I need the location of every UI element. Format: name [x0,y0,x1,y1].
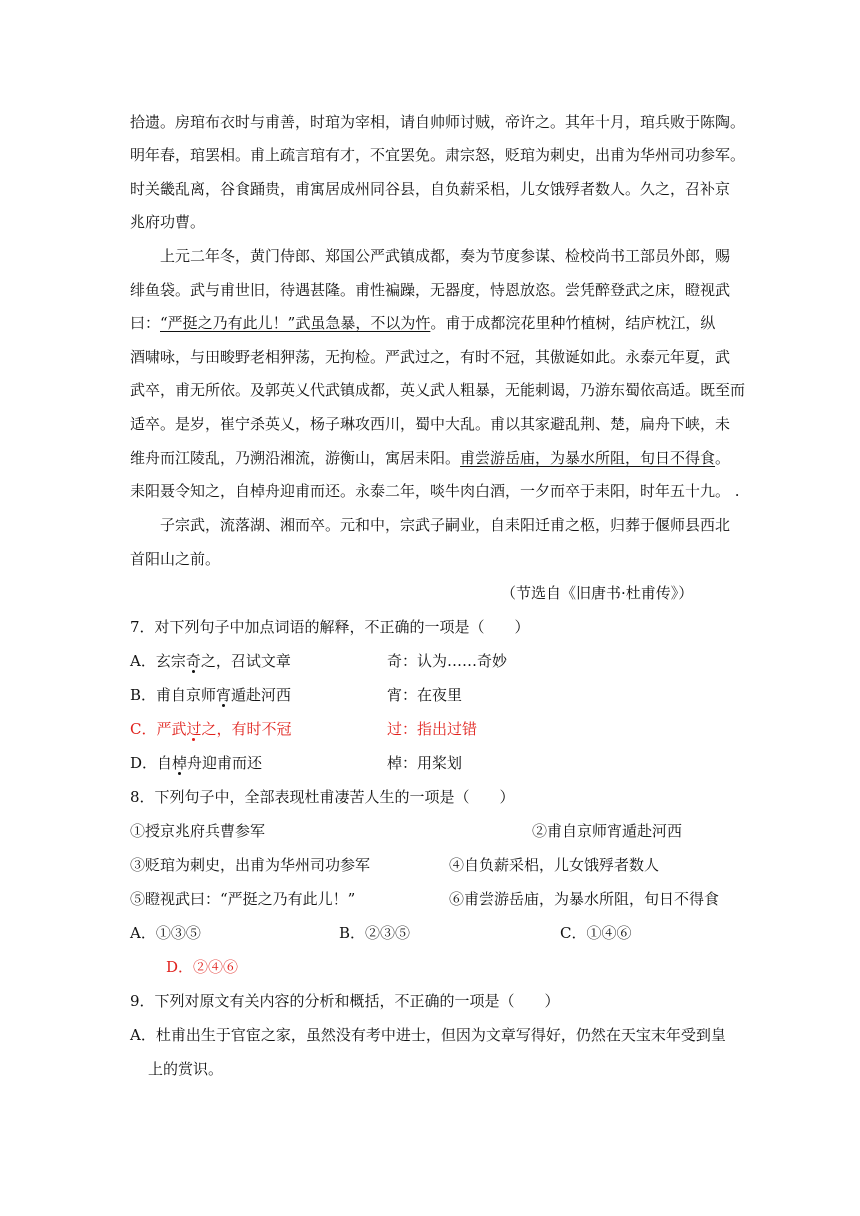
q7-option-a: A．玄宗奇之，召试文章 [130,652,291,670]
q7-option-b: B．甫自京师宵遁赴河西 [130,686,292,704]
passage-line [130,448,730,468]
passage-text: 。 [715,449,731,467]
q9-option-a-line-2: 上的赏识。 [148,1060,224,1078]
passage-line: 子宗武，流落湖、湘而卒。元和中，宗武子嗣业，自耒阳迁甫之柩，归葬于偃师县西北 [160,516,731,534]
passage-line [130,313,715,333]
q9-option-a-line-1: A．杜甫出生于官宦之家，虽然没有考中进士，但因为文章写得好，仍然在天宝末年受到皇 [130,1026,726,1044]
passage-text: 维舟而江陵乱，乃溯沿湘流，游衡山，寓居耒阳。 [130,449,461,467]
question-7-stem: 7．对下列句子中加点词语的解释，不正确的一项是（ ） [130,618,530,636]
q8-item-5: ⑤瞪视武曰：“严挺之乃有此儿！” [130,890,356,908]
q8-item-6: ⑥甫尝游岳庙，为暴水所阻，旬日不得食 [449,890,720,908]
passage-line: 武卒，甫无所依。及郭英乂代武镇成都，英乂武人粗暴，无能刺谒，乃游东蜀依高适。既至而 [130,381,746,399]
passage-line: 明年春，琯罢相。甫上疏言琯有才，不宜罢免。肃宗怒，贬琯为刺史，出甫为华州司功参军。 [130,146,746,164]
q8-item-1: ①授京兆府兵曹参军 [130,822,266,840]
passage-line: 首阳山之前。 [130,550,221,568]
q7-option-c-explanation: 过：指出过错 [387,720,478,738]
dotted-word: 棹 [172,754,188,772]
passage-text: 曰： [130,314,161,332]
q7-option-c-answer: C．严武过之，有时不冠 [130,720,292,738]
source-citation: （节选自《旧唐书·杜甫传》） [501,584,694,602]
passage-text: 。甫于成都浣花里种竹植树，结庐枕江，纵 [430,314,716,332]
passage-line: 兆府功曹。 [130,213,206,231]
q8-option-a: A．①③⑤ [130,924,201,942]
passage-line: 适卒。是岁，崔宁杀英乂，杨子琳攻西川，蜀中大乱。甫以其家避乱荆、楚，扁舟下峡，未 [130,415,731,433]
dotted-word: 过 [186,720,202,738]
q7-option-d-explanation: 棹：用桨划 [387,754,463,772]
passage-line: 绯鱼袋。武与甫世旧，待遇甚隆。甫性褊躁，无器度，恃恩放恣。尝凭醉登武之床，瞪视武 [130,281,731,299]
passage-line: 上元二年冬，黄门侍郎、郑国公严武镇成都，奏为节度参谋、检校尚书工部员外郎，赐 [160,247,731,265]
q7-option-d: D．自棹舟迎甫而还 [130,754,263,772]
passage-line: 拾遗。房琯布衣时与甫善，时琯为宰相，请自帅师讨贼，帝许之。其年十月，琯兵败于陈陶。 [130,113,746,131]
q8-option-c: C．①④⑥ [560,924,632,942]
question-9-stem: 9．下列对原文有关内容的分析和概括，不正确的一项是（ ） [130,992,560,1010]
dotted-word: 奇 [185,652,201,670]
underlined-sentence: “严挺之乃有此儿！”武虽急暴，不以为忤 [160,314,431,332]
dotted-word: 宵 [216,686,232,704]
q7-option-a-explanation: 奇：认为……奇妙 [387,652,508,670]
q7-option-b-explanation: 宵：在夜里 [387,686,463,704]
q8-item-4: ④自负薪采梠，儿女饿殍者数人 [449,856,660,874]
passage-line: 酒啸咏，与田畯野老相狎荡，无拘检。严武过之，有时不冠，其傲诞如此。永泰元年夏，武 [130,348,731,366]
q8-option-d-answer: D．②④⑥ [166,958,239,976]
passage-line: 时关畿乱离，谷食踊贵，甫寓居成州同谷县，自负薪采梠，儿女饿殍者数人。久之，召补京 [130,180,731,198]
passage-line: 耒阳聂令知之，自棹舟迎甫而还。永泰二年，啖牛肉白酒，一夕而卒于耒阳，时年五十九。 . [130,482,740,500]
q8-option-b: B．②③⑤ [339,924,411,942]
underlined-sentence: 甫尝游岳庙，为暴水所阻，旬日不得食 [460,449,716,467]
q8-item-3: ③贬琯为刺史，出甫为华州司功参军 [130,856,371,874]
q8-item-2: ②甫自京师宵遁赴河西 [532,822,683,840]
question-8-stem: 8．下列句子中，全部表现杜甫凄苦人生的一项是（ ） [130,788,515,806]
